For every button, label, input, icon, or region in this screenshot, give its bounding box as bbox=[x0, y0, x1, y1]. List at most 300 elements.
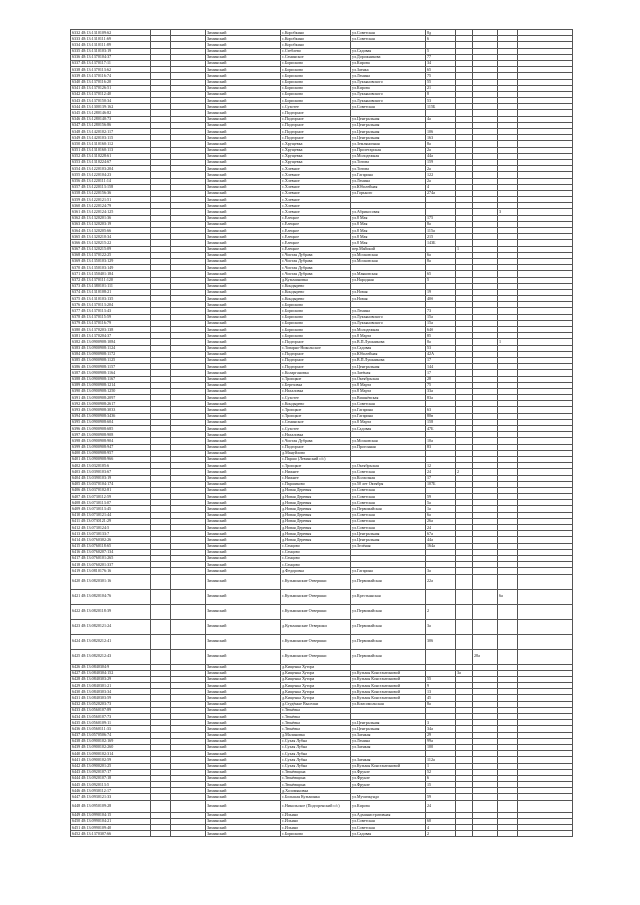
street-cell: ул.Советская bbox=[351, 518, 426, 524]
settlement-cell: д.Мануйлово bbox=[281, 450, 351, 456]
settlement-cell: с.Кондырево bbox=[281, 283, 351, 289]
table-row bbox=[71, 619, 573, 634]
house-cell: 5 bbox=[426, 277, 456, 283]
street-cell: ул.Кирова bbox=[351, 85, 426, 91]
house-cell: 77 bbox=[426, 54, 456, 60]
house-cell: 24 bbox=[426, 800, 456, 812]
street-cell: ул.Садовая bbox=[351, 345, 426, 351]
district-cell: Зиминский bbox=[206, 763, 281, 769]
house-cell: 59 bbox=[426, 494, 456, 500]
record-number-cell: 6353 48:13:1310224:67 bbox=[71, 159, 151, 165]
street-cell: ул.Центральная bbox=[351, 531, 426, 537]
settlement-cell: с.Борисково bbox=[281, 91, 351, 97]
house-cell: 34 bbox=[426, 60, 456, 66]
room-cell bbox=[498, 831, 518, 837]
district-cell: Зиминский bbox=[206, 426, 281, 432]
house-cell: 28 bbox=[426, 376, 456, 382]
house-cell: 15а bbox=[426, 320, 456, 326]
settlement-cell: с.Сенцово bbox=[281, 555, 351, 561]
street-cell: ул.Кирова bbox=[351, 800, 426, 812]
settlement-cell: с.Нахаловка bbox=[281, 388, 351, 394]
district-cell: Зиминский bbox=[206, 555, 281, 561]
record-number-cell: 6356 48:13:1220111:14 bbox=[71, 178, 151, 184]
district-cell: Зиминский bbox=[206, 419, 281, 425]
district-cell: Зиминский bbox=[206, 351, 281, 357]
street-cell: ул.Ленина bbox=[351, 73, 426, 79]
settlement-cell: с.Кондырево bbox=[281, 289, 351, 295]
street-cell: ул.Садовая bbox=[351, 48, 426, 54]
district-cell: Зиминский bbox=[206, 800, 281, 812]
house-cell: 19 bbox=[426, 289, 456, 295]
street-cell: ул.Ленина bbox=[351, 738, 426, 744]
district-cell: Зиминский bbox=[206, 67, 281, 73]
street-cell: ул.Советская bbox=[351, 401, 426, 407]
house-cell: 55 bbox=[426, 79, 456, 85]
record-number-cell: 6416 48:13:0760207:134 bbox=[71, 549, 151, 555]
settlement-cell: д.Новая Деревня bbox=[281, 506, 351, 512]
district-cell: Зиминский bbox=[206, 277, 281, 283]
record-number-cell: 6374 48:13:1310108:21 bbox=[71, 289, 151, 295]
house-cell: 83 bbox=[426, 444, 456, 450]
street-cell: ул.Титова bbox=[351, 166, 426, 172]
record-number-cell: 6342 48:13:1370112:40 bbox=[71, 91, 151, 97]
settlement-cell: с.Хрущевка bbox=[281, 153, 351, 159]
empty-cell-b bbox=[171, 619, 206, 634]
empty-cell-a bbox=[151, 619, 171, 634]
building-cell bbox=[456, 604, 473, 619]
empty-cell-c bbox=[518, 619, 573, 634]
settlement-cell: д.Новая Деревня bbox=[281, 531, 351, 537]
street-cell: ул.Советская bbox=[351, 104, 426, 110]
district-cell: Зиминский bbox=[206, 252, 281, 258]
district-cell: Зиминский bbox=[206, 48, 281, 54]
empty-cell-b bbox=[171, 634, 206, 649]
record-number-cell: 6349 48:13:1420103:115 bbox=[71, 135, 151, 141]
settlement-cell: с.Ильино bbox=[281, 818, 351, 824]
settlement-cell: с.Сенинское bbox=[281, 419, 351, 425]
street-cell: ул.8 Мая bbox=[351, 215, 426, 221]
district-cell: Зиминский bbox=[206, 769, 281, 775]
record-number-cell: 6423 48:13:0820121:24 bbox=[71, 619, 151, 634]
street-cell: ул.Центральная bbox=[351, 364, 426, 370]
record-number-cell: 6432 48:13:0520203:73 bbox=[71, 701, 151, 707]
settlement-cell: с.Борисково bbox=[281, 302, 351, 308]
district-cell: Зиминский bbox=[206, 370, 281, 376]
settlement-cell: с.Кондырево bbox=[281, 296, 351, 302]
street-cell: ул.Центральная bbox=[351, 537, 426, 543]
settlement-cell: с.Ильино bbox=[281, 825, 351, 831]
district-cell: Зиминский bbox=[206, 812, 281, 818]
district-cell: Зиминский bbox=[206, 401, 281, 407]
settlement-cell: д.Кищенка Хутора bbox=[281, 664, 351, 670]
record-number-cell: 6406 48:13:0370102:81 bbox=[71, 487, 151, 493]
street-cell: ул.Кузьмы Константиновой bbox=[351, 763, 426, 769]
street-cell: ул.Вишнёвская bbox=[351, 395, 426, 401]
empty-cell-c bbox=[518, 604, 573, 619]
settlement-cell: д.Кищенка Хутора bbox=[281, 695, 351, 701]
house-cell: 115Б bbox=[426, 104, 456, 110]
record-number-cell: 6442 48:13:0900201:25 bbox=[71, 763, 151, 769]
record-number-cell: 6344 48:13:1300139:162 bbox=[71, 104, 151, 110]
record-number-cell: 6408 48:13:0730113:07 bbox=[71, 500, 151, 506]
empty-cell-a bbox=[151, 589, 171, 604]
district-cell: Зиминский bbox=[206, 289, 281, 295]
settlement-cell: с.Борисково bbox=[281, 314, 351, 320]
settlement-cell: с.Хлевное bbox=[281, 203, 351, 209]
building-cell: 2 bbox=[456, 469, 473, 475]
district-cell: Зиминский bbox=[206, 215, 281, 221]
house-cell: 9 bbox=[426, 683, 456, 689]
street-cell: ул.В.П.Лушникова bbox=[351, 357, 426, 363]
settlement-cell: с.Подгорное bbox=[281, 339, 351, 345]
record-number-cell: 6392 48:13:0900908:2617 bbox=[71, 401, 151, 407]
settlement-cell: с.Березовка bbox=[281, 382, 351, 388]
street-cell: ул.Советская bbox=[351, 487, 426, 493]
house-cell: 6 bbox=[426, 36, 456, 42]
record-number-cell: 6420 48:13:0820301:16 bbox=[71, 574, 151, 589]
street-cell: ул.8 Марта bbox=[351, 382, 426, 388]
street-cell: ул.Первомайская bbox=[351, 604, 426, 619]
street-cell: ул.8 Марта bbox=[351, 419, 426, 425]
street-cell: ул.Советская bbox=[351, 30, 426, 36]
district-cell: Зиминский bbox=[206, 494, 281, 500]
street-cell: ул.8 Мая bbox=[351, 240, 426, 246]
record-number-cell: 6364 48:13:1320205:66 bbox=[71, 228, 151, 234]
record-number-cell: 6410 48:13:0730121:44 bbox=[71, 512, 151, 518]
record-number-cell: 6379 48:13:1370116:79 bbox=[71, 320, 151, 326]
district-cell: Зиминский bbox=[206, 794, 281, 800]
record-number-cell: 6443 48:13:0920107:17 bbox=[71, 769, 151, 775]
settlement-cell: с.Елецкое bbox=[281, 246, 351, 252]
settlement-cell: с.Сухая Лубна bbox=[281, 757, 351, 763]
record-number-cell: 6362 48:13:1320201:36 bbox=[71, 215, 151, 221]
street-cell: ул.Абрикосовая bbox=[351, 209, 426, 215]
district-cell: Зиминский bbox=[206, 333, 281, 339]
empty-cell-c bbox=[518, 574, 573, 589]
settlement-cell: с.Сухотее bbox=[281, 104, 351, 110]
house-cell: 6 bbox=[426, 775, 456, 781]
settlement-cell: с.Сухая Лубна bbox=[281, 738, 351, 744]
street-cell: ул.Центральная bbox=[351, 129, 426, 135]
district-cell: Зиминский bbox=[206, 246, 281, 252]
district-cell: Зиминский bbox=[206, 714, 281, 720]
district-cell: Зиминский bbox=[206, 726, 281, 732]
district-cell: Зиминский bbox=[206, 604, 281, 619]
record-number-cell: 6452 48:13:1370307:66 bbox=[71, 831, 151, 837]
record-number-cell: 6376 48:13:1370113:204 bbox=[71, 302, 151, 308]
record-number-cell: 6439 48:13:0900102:260 bbox=[71, 744, 151, 750]
settlement-cell: с.Борисково bbox=[281, 85, 351, 91]
building-cell bbox=[456, 800, 473, 812]
settlement-cell: д.Новая Деревня bbox=[281, 512, 351, 518]
district-cell: Зиминский bbox=[206, 738, 281, 744]
settlement-cell: с.Подгорное bbox=[281, 444, 351, 450]
building-cell bbox=[456, 619, 473, 634]
district-cell: Зиминский bbox=[206, 271, 281, 277]
flat-cell bbox=[473, 831, 498, 837]
record-number-cell: 6370 48:13:1350103:149 bbox=[71, 265, 151, 271]
table-row bbox=[71, 649, 573, 664]
district-cell: Зиминский bbox=[206, 129, 281, 135]
house-cell: 163 bbox=[426, 135, 456, 141]
settlement-cell: с.Стеблево bbox=[281, 48, 351, 54]
house-cell: 83а bbox=[426, 395, 456, 401]
district-cell: Зиминский bbox=[206, 562, 281, 568]
house-cell: 60 bbox=[426, 818, 456, 824]
street-cell: ул.Народная bbox=[351, 277, 426, 283]
settlement-cell: с.Коробкино bbox=[281, 30, 351, 36]
house-cell: 122 bbox=[426, 172, 456, 178]
record-number-cell: 6404 48:13:0390103:19 bbox=[71, 475, 151, 481]
record-number-cell: 6333 48:13:1310111:69 bbox=[71, 36, 151, 42]
street-cell: ул.Кузьмы Константиновой bbox=[351, 683, 426, 689]
table-row bbox=[71, 831, 573, 837]
district-cell: Зиминский bbox=[206, 775, 281, 781]
house-cell: 15 bbox=[426, 782, 456, 788]
record-number-cell: 6421 48:13:0820104:76 bbox=[71, 589, 151, 604]
record-number-cell: 6355 48:13:1220104:23 bbox=[71, 172, 151, 178]
record-number-cell: 6427 48:13:0840304:152 bbox=[71, 670, 151, 676]
district-cell: Зиминский bbox=[206, 664, 281, 670]
record-number-cell: 6359 48:13:1220121:51 bbox=[71, 197, 151, 203]
settlement-cell: д.Новая Деревня bbox=[281, 518, 351, 524]
record-number-cell: 6387 48:13:0900908:1164 bbox=[71, 370, 151, 376]
house-cell: 1а bbox=[426, 506, 456, 512]
street-cell: ул.Гагарина bbox=[351, 407, 426, 413]
district-cell: Зиминский bbox=[206, 178, 281, 184]
record-number-cell: 6401 48:13:0900908:966 bbox=[71, 456, 151, 462]
record-number-cell: 6398 48:13:0900908:904 bbox=[71, 438, 151, 444]
settlement-cell: с.Сенинское bbox=[281, 54, 351, 60]
district-cell: Зиминский bbox=[206, 172, 281, 178]
street-cell: ул.Ленина bbox=[351, 308, 426, 314]
street-cell: ул.Фрунзе bbox=[351, 775, 426, 781]
record-number-cell: 6430 48:13:0840303:34 bbox=[71, 689, 151, 695]
record-number-cell: 6440 48:13:0900102:314 bbox=[71, 751, 151, 757]
house-cell: 10а bbox=[426, 438, 456, 444]
street-cell: ул.Гагарина bbox=[351, 568, 426, 574]
street-cell: ул.Советская bbox=[351, 36, 426, 42]
house-cell: 4 bbox=[426, 825, 456, 831]
settlement-cell: с.Чистая Дубрава bbox=[281, 271, 351, 277]
house-cell: 53 bbox=[426, 98, 456, 104]
empty-cell-c bbox=[518, 634, 573, 649]
record-number-cell: 6345 48:13:1280146:82 bbox=[71, 110, 151, 116]
street-cell: ул.Кузьмы Константиновой bbox=[351, 689, 426, 695]
settlement-cell: с.Елецкое bbox=[281, 228, 351, 234]
street-cell: ул.Зелёная bbox=[351, 543, 426, 549]
settlement-cell: с.Сенцово bbox=[281, 549, 351, 555]
street-cell: ул.Первомайская bbox=[351, 634, 426, 649]
settlement-cell: с.Хлевное bbox=[281, 197, 351, 203]
house-cell: 64б bbox=[426, 327, 456, 333]
empty-cell-b bbox=[171, 574, 206, 589]
district-cell: Зиминский bbox=[206, 357, 281, 363]
district-cell: Зиминский bbox=[206, 221, 281, 227]
settlement-cell: с.Подгорное bbox=[281, 135, 351, 141]
settlement-cell: с.Троицкое bbox=[281, 407, 351, 413]
record-number-cell: 6399 48:13:0900908:947 bbox=[71, 444, 151, 450]
district-cell: Зиминский bbox=[206, 531, 281, 537]
district-cell: Зиминский bbox=[206, 364, 281, 370]
record-number-cell: 6350 48:13:1310160:112 bbox=[71, 141, 151, 147]
house-cell: 3а bbox=[426, 568, 456, 574]
district-cell: Зиминский bbox=[206, 85, 281, 91]
record-number-cell: 6373 48:13:1380101:111 bbox=[71, 283, 151, 289]
record-number-cell: 6447 48:13:0930121:33 bbox=[71, 794, 151, 800]
district-cell: Зиминский bbox=[206, 649, 281, 664]
settlement-cell: д.Федоровка bbox=[281, 568, 351, 574]
street-cell: пер.Майский bbox=[351, 246, 426, 252]
district-cell: Зиминский bbox=[206, 203, 281, 209]
empty-cell-c bbox=[518, 831, 573, 837]
district-cell: Зиминский bbox=[206, 388, 281, 394]
house-cell: 99а bbox=[426, 738, 456, 744]
house-cell: 158 bbox=[426, 419, 456, 425]
district-cell: Зиминский bbox=[206, 487, 281, 493]
settlement-cell: с.Чистая Дубрава bbox=[281, 258, 351, 264]
district-cell: Зиминский bbox=[206, 122, 281, 128]
house-cell: 306 bbox=[426, 634, 456, 649]
record-number-cell: 6348 48:13:1420102:117 bbox=[71, 129, 151, 135]
street-cell: ул.Горького bbox=[351, 190, 426, 196]
settlement-cell: д.Кищенка Хутора bbox=[281, 670, 351, 676]
settlement-cell: с.Нижнее bbox=[281, 475, 351, 481]
settlement-cell: с.Подгорное bbox=[281, 351, 351, 357]
record-number-cell: 6417 48:13:0760101:265 bbox=[71, 555, 151, 561]
settlement-cell: с.Тюнёвка bbox=[281, 707, 351, 713]
street-cell: ул.8 Мая bbox=[351, 221, 426, 227]
settlement-cell: с.Большая Кузьминка bbox=[281, 794, 351, 800]
house-cell: 4 bbox=[426, 184, 456, 190]
settlement-cell: д.Малиновка bbox=[281, 732, 351, 738]
street-cell: ул.Советская bbox=[351, 494, 426, 500]
record-number-cell: 6393 48:13:0900908:3033 bbox=[71, 407, 151, 413]
district-cell: Зиминский bbox=[206, 432, 281, 438]
street-cell: ул.Советская bbox=[351, 512, 426, 518]
record-number-cell: 6400 48:13:0900908:957 bbox=[71, 450, 151, 456]
street-cell: ул.Московская bbox=[351, 258, 426, 264]
settlement-cell: д.Новая Деревня bbox=[281, 537, 351, 543]
district-cell: Зиминский bbox=[206, 54, 281, 60]
settlement-cell: с.Сухотее bbox=[281, 395, 351, 401]
record-number-cell: 6372 48:13:1370111:120 bbox=[71, 277, 151, 283]
house-cell: 52 bbox=[426, 769, 456, 775]
record-number-cell: 6435 48:13:0560109:11 bbox=[71, 720, 151, 726]
house-cell: 75 bbox=[426, 73, 456, 79]
street-cell: ул.Заенкая bbox=[351, 744, 426, 750]
record-number-cell: 6378 48:13:1370115:59 bbox=[71, 314, 151, 320]
house-cell: 17 bbox=[426, 357, 456, 363]
house-cell: 8а bbox=[426, 141, 456, 147]
settlement-cell: с.Хлевное bbox=[281, 166, 351, 172]
house-cell: 144 bbox=[426, 364, 456, 370]
settlement-cell: с.Коробкино bbox=[281, 36, 351, 42]
record-number-cell: 6451 48:13:0990109:40 bbox=[71, 825, 151, 831]
room-cell bbox=[498, 634, 518, 649]
settlement-cell: с.Подгорное bbox=[281, 357, 351, 363]
street-cell: ул.Московская bbox=[351, 438, 426, 444]
house-cell: 17 bbox=[426, 370, 456, 376]
record-number-cell: 6371 48:13:1350401:184 bbox=[71, 271, 151, 277]
district-cell: Зиминский bbox=[206, 683, 281, 689]
street-cell: ул.В.П.Лушникова bbox=[351, 339, 426, 345]
district-cell: Зиминский bbox=[206, 42, 281, 48]
address-register-table bbox=[70, 29, 573, 837]
house-cell: 106 bbox=[426, 129, 456, 135]
settlement-cell: с.Кузьминские Отвершки bbox=[281, 589, 351, 604]
street-cell: ул.Первомайская bbox=[351, 649, 426, 664]
house-cell: 59 bbox=[426, 794, 456, 800]
street-cell: ул.Октябрьская bbox=[351, 376, 426, 382]
record-number-cell: 6363 48:13:1320203:19 bbox=[71, 221, 151, 227]
house-cell: 159 bbox=[426, 159, 456, 165]
settlement-cell: с.Кузьминские Отвершки bbox=[281, 649, 351, 664]
district-cell: Зиминский bbox=[206, 549, 281, 555]
settlement-cell: с.Тюнёвщина bbox=[281, 782, 351, 788]
settlement-cell: с.Борисково bbox=[281, 60, 351, 66]
room-cell bbox=[498, 649, 518, 664]
district-cell: Зиминский bbox=[206, 116, 281, 122]
record-number-cell: 6433 48:13:0560107:89 bbox=[71, 707, 151, 713]
record-number-cell: 6381 48:13:1370204:37 bbox=[71, 333, 151, 339]
house-cell bbox=[426, 649, 456, 664]
house-cell: 34а bbox=[426, 726, 456, 732]
flat-cell bbox=[473, 619, 498, 634]
record-number-cell: 6428 48:13:0840303:29 bbox=[71, 676, 151, 682]
record-number-cell: 6332 48:13:1310109:62 bbox=[71, 30, 151, 36]
record-number-cell: 6413 48:13:0730133:7 bbox=[71, 531, 151, 537]
record-number-cell: 6380 48:13:1370203:138 bbox=[71, 327, 151, 333]
record-number-cell: 6369 48:13:1350103:129 bbox=[71, 258, 151, 264]
district-cell: Зиминский bbox=[206, 589, 281, 604]
house-cell: 12 bbox=[426, 463, 456, 469]
district-cell: Зиминский bbox=[206, 240, 281, 246]
empty-cell-b bbox=[171, 604, 206, 619]
flat-cell bbox=[473, 800, 498, 812]
building-cell bbox=[456, 574, 473, 589]
house-cell: 73 bbox=[426, 308, 456, 314]
street-cell: ул.8 Мая bbox=[351, 234, 426, 240]
record-number-cell: 6351 48:13:1310160:113 bbox=[71, 147, 151, 153]
house-cell: 6а bbox=[426, 252, 456, 258]
house-cell: 40б bbox=[426, 296, 456, 302]
record-number-cell: 6419 48:13:0810176:16 bbox=[71, 568, 151, 574]
record-number-cell: 6438 48:13:0900102:169 bbox=[71, 738, 151, 744]
street-cell: ул.Новая bbox=[351, 296, 426, 302]
street-cell: ул.Садовая bbox=[351, 426, 426, 432]
settlement-cell: д.Холомяновка bbox=[281, 788, 351, 794]
district-cell: Зиминский bbox=[206, 104, 281, 110]
district-cell: Зиминский bbox=[206, 543, 281, 549]
street-cell: ул.Административная bbox=[351, 812, 426, 818]
settlement-cell: с.Борисково bbox=[281, 831, 351, 837]
empty-cell-b bbox=[171, 589, 206, 604]
district-cell: Зиминский bbox=[206, 147, 281, 153]
district-cell: Зиминский bbox=[206, 707, 281, 713]
settlement-cell: с.Подгорное bbox=[281, 364, 351, 370]
table-row bbox=[71, 589, 573, 604]
house-cell: 22а bbox=[426, 574, 456, 589]
settlement-cell: с.Подгорное bbox=[281, 122, 351, 128]
settlement-cell: д.Студёные Выселки bbox=[281, 701, 351, 707]
district-cell: Зиминский bbox=[206, 135, 281, 141]
house-cell: 53 bbox=[426, 345, 456, 351]
record-number-cell: 6339 48:13:1370116:74 bbox=[71, 73, 151, 79]
record-number-cell: 6343 48:13:1370150:34 bbox=[71, 98, 151, 104]
street-cell: ул.Заенка bbox=[351, 67, 426, 73]
record-number-cell: 6415 48:13:0760118:65 bbox=[71, 543, 151, 549]
